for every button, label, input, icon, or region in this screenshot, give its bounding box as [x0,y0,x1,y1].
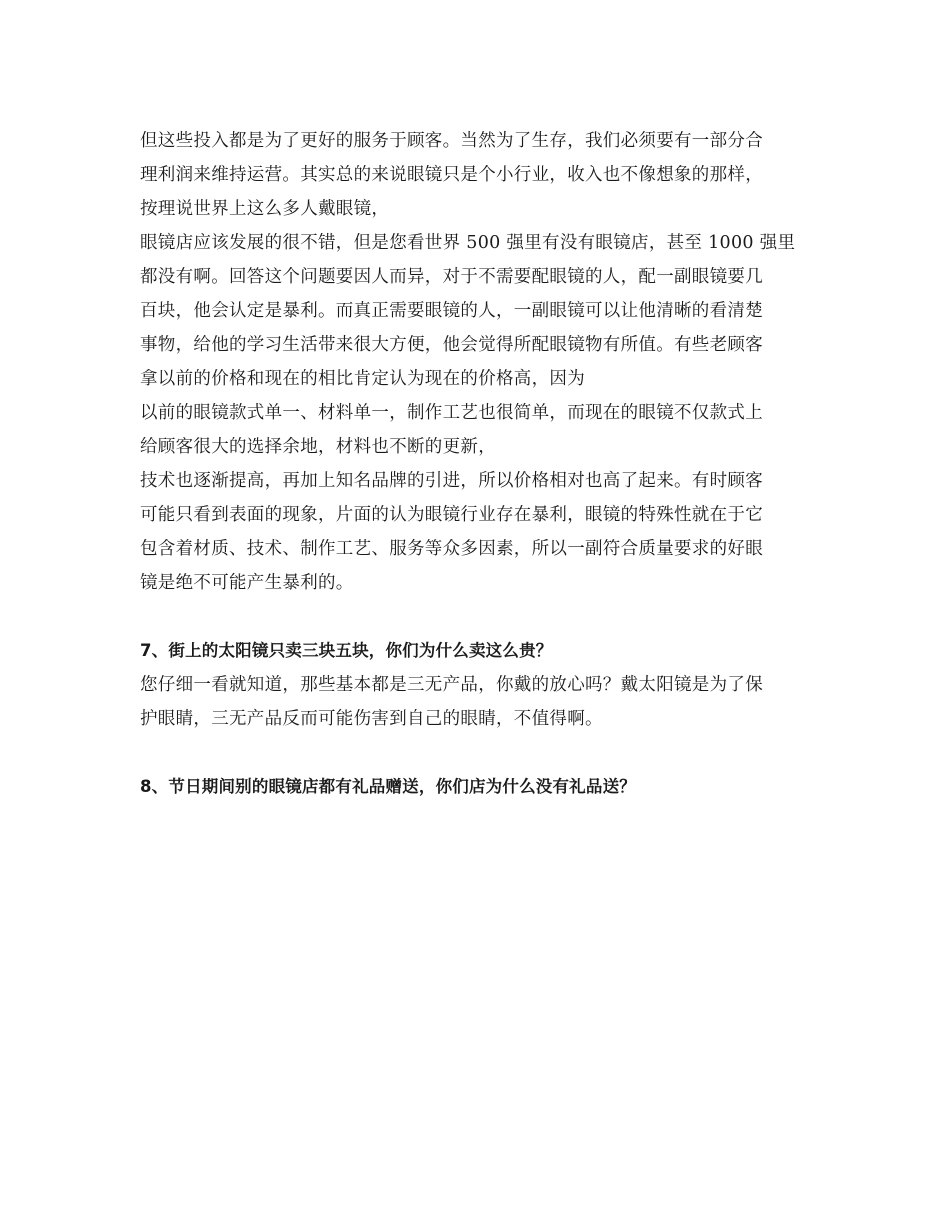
text-line: 百块，他会认定是暴利。而真正需要眼镜的人，一副眼镜可以让他清晰的看清楚 [140,301,763,321]
text-line: 以前的眼镜款式单一、材料单一，制作工艺也很简单，而现在的眼镜不仅款式上 [140,403,763,423]
text-line: 按理说世界上这么多人戴眼镜， [140,199,390,219]
text-line: 镜是绝不可能产生暴利的。 [140,573,354,593]
paragraph-technology [140,464,810,600]
question-7-answer-line: 护眼睛，三无产品反而可能伤害到自己的眼睛，不值得啊。 [140,709,603,729]
paragraph-industry-size [140,226,810,396]
text-line: 技术也逐渐提高，再加上知名品牌的引进，所以价格相对也高了起来。有时顾客 [140,471,763,491]
text-line: 理利润来维持运营。其实总的来说眼镜只是个小行业，收入也不像想象的那样， [140,165,763,185]
paragraph-spacer [140,736,810,770]
text-line: 给顾客很大的选择余地，材料也不断的更新， [140,437,496,457]
paragraph-spacer [140,600,810,634]
text-line: 都没有啊。回答这个问题要因人而异，对于不需要配眼镜的人，配一副眼镜要几 [140,267,763,287]
paragraph-styles-materials [140,396,810,464]
text-line: 但这些投入都是为了更好的服务于顾客。当然为了生存，我们必须要有一部分合 [140,131,763,151]
question-7-heading: 7、街上的太阳镜只卖三块五块，你们为什么卖这么贵？ [140,641,553,660]
text-line: 眼镜店应该发展的很不错，但是您看世界 500 强里有没有眼镜店，甚至 1000 强里 [140,233,796,253]
question-8-section [140,770,810,804]
paragraph-store-costs [140,124,810,226]
text-line: 拿以前的价格和现在的相比肯定认为现在的价格高，因为 [140,369,585,389]
document-body [140,124,810,804]
text-line: 事物，给他的学习生活带来很大方便，他会觉得所配眼镜物有所值。有些老顾客 [140,335,763,355]
question-7-answer-line: 您仔细一看就知道，那些基本都是三无产品，你戴的放心吗？戴太阳镜是为了保 [140,675,763,695]
question-7-section [140,634,810,736]
text-line: 包含着材质、技术、制作工艺、服务等众多因素，所以一副符合质量要求的好眼 [140,539,763,559]
text-line: 可能只看到表面的现象，片面的认为眼镜行业存在暴利，眼镜的特殊性就在于它 [140,505,763,525]
question-8-heading: 8、节日期间别的眼镜店都有礼品赠送，你们店为什么没有礼品送？ [140,777,636,796]
